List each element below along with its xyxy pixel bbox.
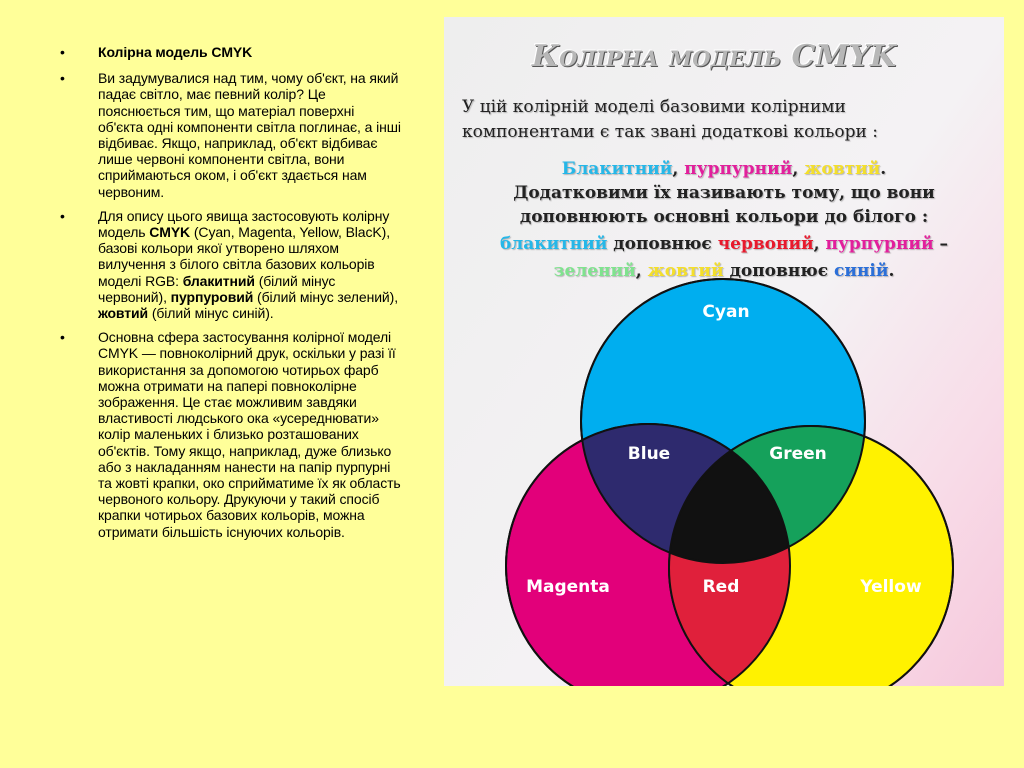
separator: , (635, 261, 648, 281)
list-item-printing (58, 329, 403, 540)
model-text-part: (білий мінус червоний), (98, 272, 336, 305)
model-text-part: (Cyan, Magenta, Yellow, BlacK), базові кольори якої утворено шляхом вилучення з білого світла базових кольорів моделі RGB: (98, 224, 390, 289)
word-yellow: жовтий (804, 159, 881, 179)
cyan-bold: блакитний (182, 272, 255, 289)
panel-title: Колірна модель CMYK (531, 39, 897, 74)
dash: – (933, 234, 949, 254)
word-yellow: жовтий (647, 261, 724, 281)
word-red: червоний (717, 234, 814, 254)
word-green: зелений (553, 261, 636, 281)
separator: , (792, 159, 805, 179)
separator: , (813, 234, 826, 254)
text-list (58, 44, 403, 548)
word-magenta: пурпурний (684, 159, 793, 179)
cmyk-venn-diagram (444, 17, 1004, 686)
panel-line-2: Додатковими їх називають тому, що вони (513, 183, 935, 203)
yellow-bold: жовтий (98, 305, 149, 322)
cmyk-illustration (444, 17, 1004, 686)
word-blue: синій (833, 261, 889, 281)
list-item-reflection (58, 70, 403, 200)
panel-line-3: доповнюють основні кольори до білого : (519, 207, 929, 227)
word-magenta: пурпурний (825, 234, 934, 254)
period: . (888, 261, 895, 281)
text-part: доповнює (607, 234, 718, 254)
printing-text: Основна сфера застосування колірної моделі CMYK — повноколірний друк, оскільки у разі її використання за допомогою чотирьох фарб можна отримати на папері повноколірне зображення. Це стає можливим завдяки властивості людського ока «усереднювати» колір маленьких і близько розташованих об'єктів. Тому якщо, наприклад, дуже близько або з накладанням нанести на папір пурпурні та жовті крапки, око сприйматиме їх як область червоного кольору. Друкуючи у такий спосіб крапки чотирьох базових кольорів, можна отримати більшість існуючих кольорів. (98, 329, 401, 540)
panel-intro: У цій колірній моделі базовими колірними компонентами є так звані додаткові кольори : (462, 97, 878, 142)
model-text-part: Для опису цього явища застосовують колірну модель (98, 207, 390, 241)
word-cyan: блакитний (499, 234, 608, 254)
separator: , (672, 159, 685, 179)
cmyk-bold: CMYK (149, 224, 191, 241)
label-blue: Blue (627, 444, 671, 464)
magenta-bold: пурпуровий (170, 288, 254, 305)
label-cyan: Cyan (702, 302, 750, 322)
reflection-text: Ви задумувалися над тим, чому об'єкт, на який падає світло, має певний колір? Це пояснюється тим, що матеріал поверхні об'єкта одні компоненти світла поглинає, а інші відбиває. Якщо, наприклад, об'єкт відбиває лише червоні компоненти світла, вони сприймаються оком, і об'єкт здається нам червоним. (98, 70, 401, 200)
model-text-part: (білий мінус зелений), (253, 288, 398, 305)
title-text: Колірна модель CMYK (98, 44, 253, 60)
label-green: Green (769, 444, 827, 464)
model-text-part: (білий мінус синій). (148, 305, 274, 322)
label-yellow: Yellow (860, 577, 922, 597)
period: . (880, 159, 887, 179)
label-magenta: Magenta (526, 577, 610, 597)
list-item-title (58, 44, 403, 60)
word-cyan: Блакитний (561, 159, 673, 179)
list-item-model (58, 208, 403, 321)
text-part: доповнює (723, 261, 834, 281)
label-red: Red (702, 577, 740, 597)
